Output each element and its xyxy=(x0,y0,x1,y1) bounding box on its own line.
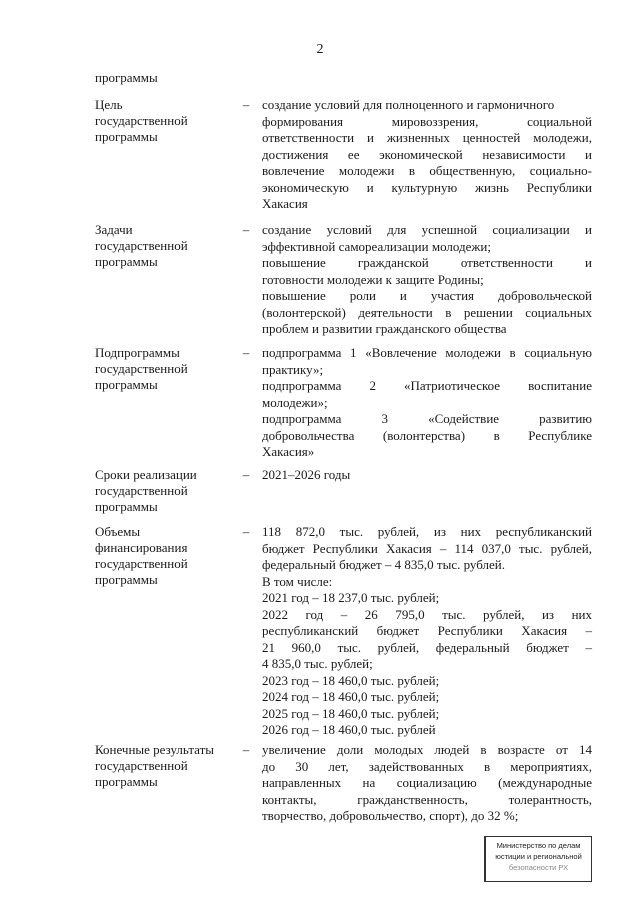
row-label: Задачи государственной программы xyxy=(95,222,188,269)
row-dash: – xyxy=(242,467,250,482)
row-label: Сроки реализации государственной программы xyxy=(95,467,197,514)
row-label: Подпрограммы государственной программы xyxy=(95,345,188,392)
row-dash: – xyxy=(242,97,250,112)
ministry-stamp: Министерство по делам юстиции и региональной безопасности РХ xyxy=(484,836,592,882)
row-dash: – xyxy=(242,742,250,757)
row-label: Объемы финансирования государственной программы xyxy=(95,524,188,587)
page-number: 2 xyxy=(316,42,324,57)
row-content: подпрограмма 1 «Вовлечение молодежи в социальную практику»; подпрограмма 2 «Патриотическое воспитание молодежи»; подпрограмма 3 «Содействие развитию добровольчества (волонтерства) в Республике Хакасия» xyxy=(262,345,592,459)
row-label: Конечные результаты государственной программы xyxy=(95,742,215,789)
row-label: Цель государственной программы xyxy=(95,97,188,144)
row-content: 2021–2026 годы xyxy=(262,467,351,482)
row-content: создание условий для успешной социализации и эффективной самореализации молодежи; повышение гражданской ответственности и готовности молодежи к защите Родины; повышение роли и участия добровольческой (волонтерской) деятельности в решении социальных проблем и развитии гражданского общества xyxy=(262,222,592,336)
row-dash: – xyxy=(242,524,250,539)
row-content: 118 872,0 тыс. рублей, из них республиканский бюджет Республики Хакасия – 114 037,0 тыс. рублей, федеральный бюджет – 4 835,0 тыс. рублей. В том числе: 2021 год – 18 237,0 тыс. рублей; 2022 год – 26 795,0 тыс. рублей, из них республиканский бюджет Республики Хакасия – 21 960,0 тыс. рублей, федеральный бюджет – 4 835,0 тыс. рублей; 2023 год – 18 460,0 тыс. рублей; 2024 год – 18 460,0 тыс. рублей; 2025 год – 18 460,0 тыс. рублей; 2026 год – 18 460,0 тыс. рублей xyxy=(262,524,592,737)
row-dash: – xyxy=(242,222,250,237)
row-content: создание условий для полноценного и гармоничного формирования мировоззрения, социальной ответственности и жизненных ценностей молодежи, достижения ее экономической независимости и вовлечение молодежи в общественную, социально- экономическую и культурную жизнь Республики Хакасия xyxy=(262,97,592,211)
row-dash: – xyxy=(242,345,250,360)
continuation-text: программы xyxy=(95,70,158,85)
row-content: увеличение доли молодых людей в возрасте от 14 до 30 лет, задействованных в мероприятиях, направленных на социализацию (международные контакты, гражданственность, толерантность, творчество, добровольчество, спорт), до 32 %; xyxy=(262,742,592,823)
